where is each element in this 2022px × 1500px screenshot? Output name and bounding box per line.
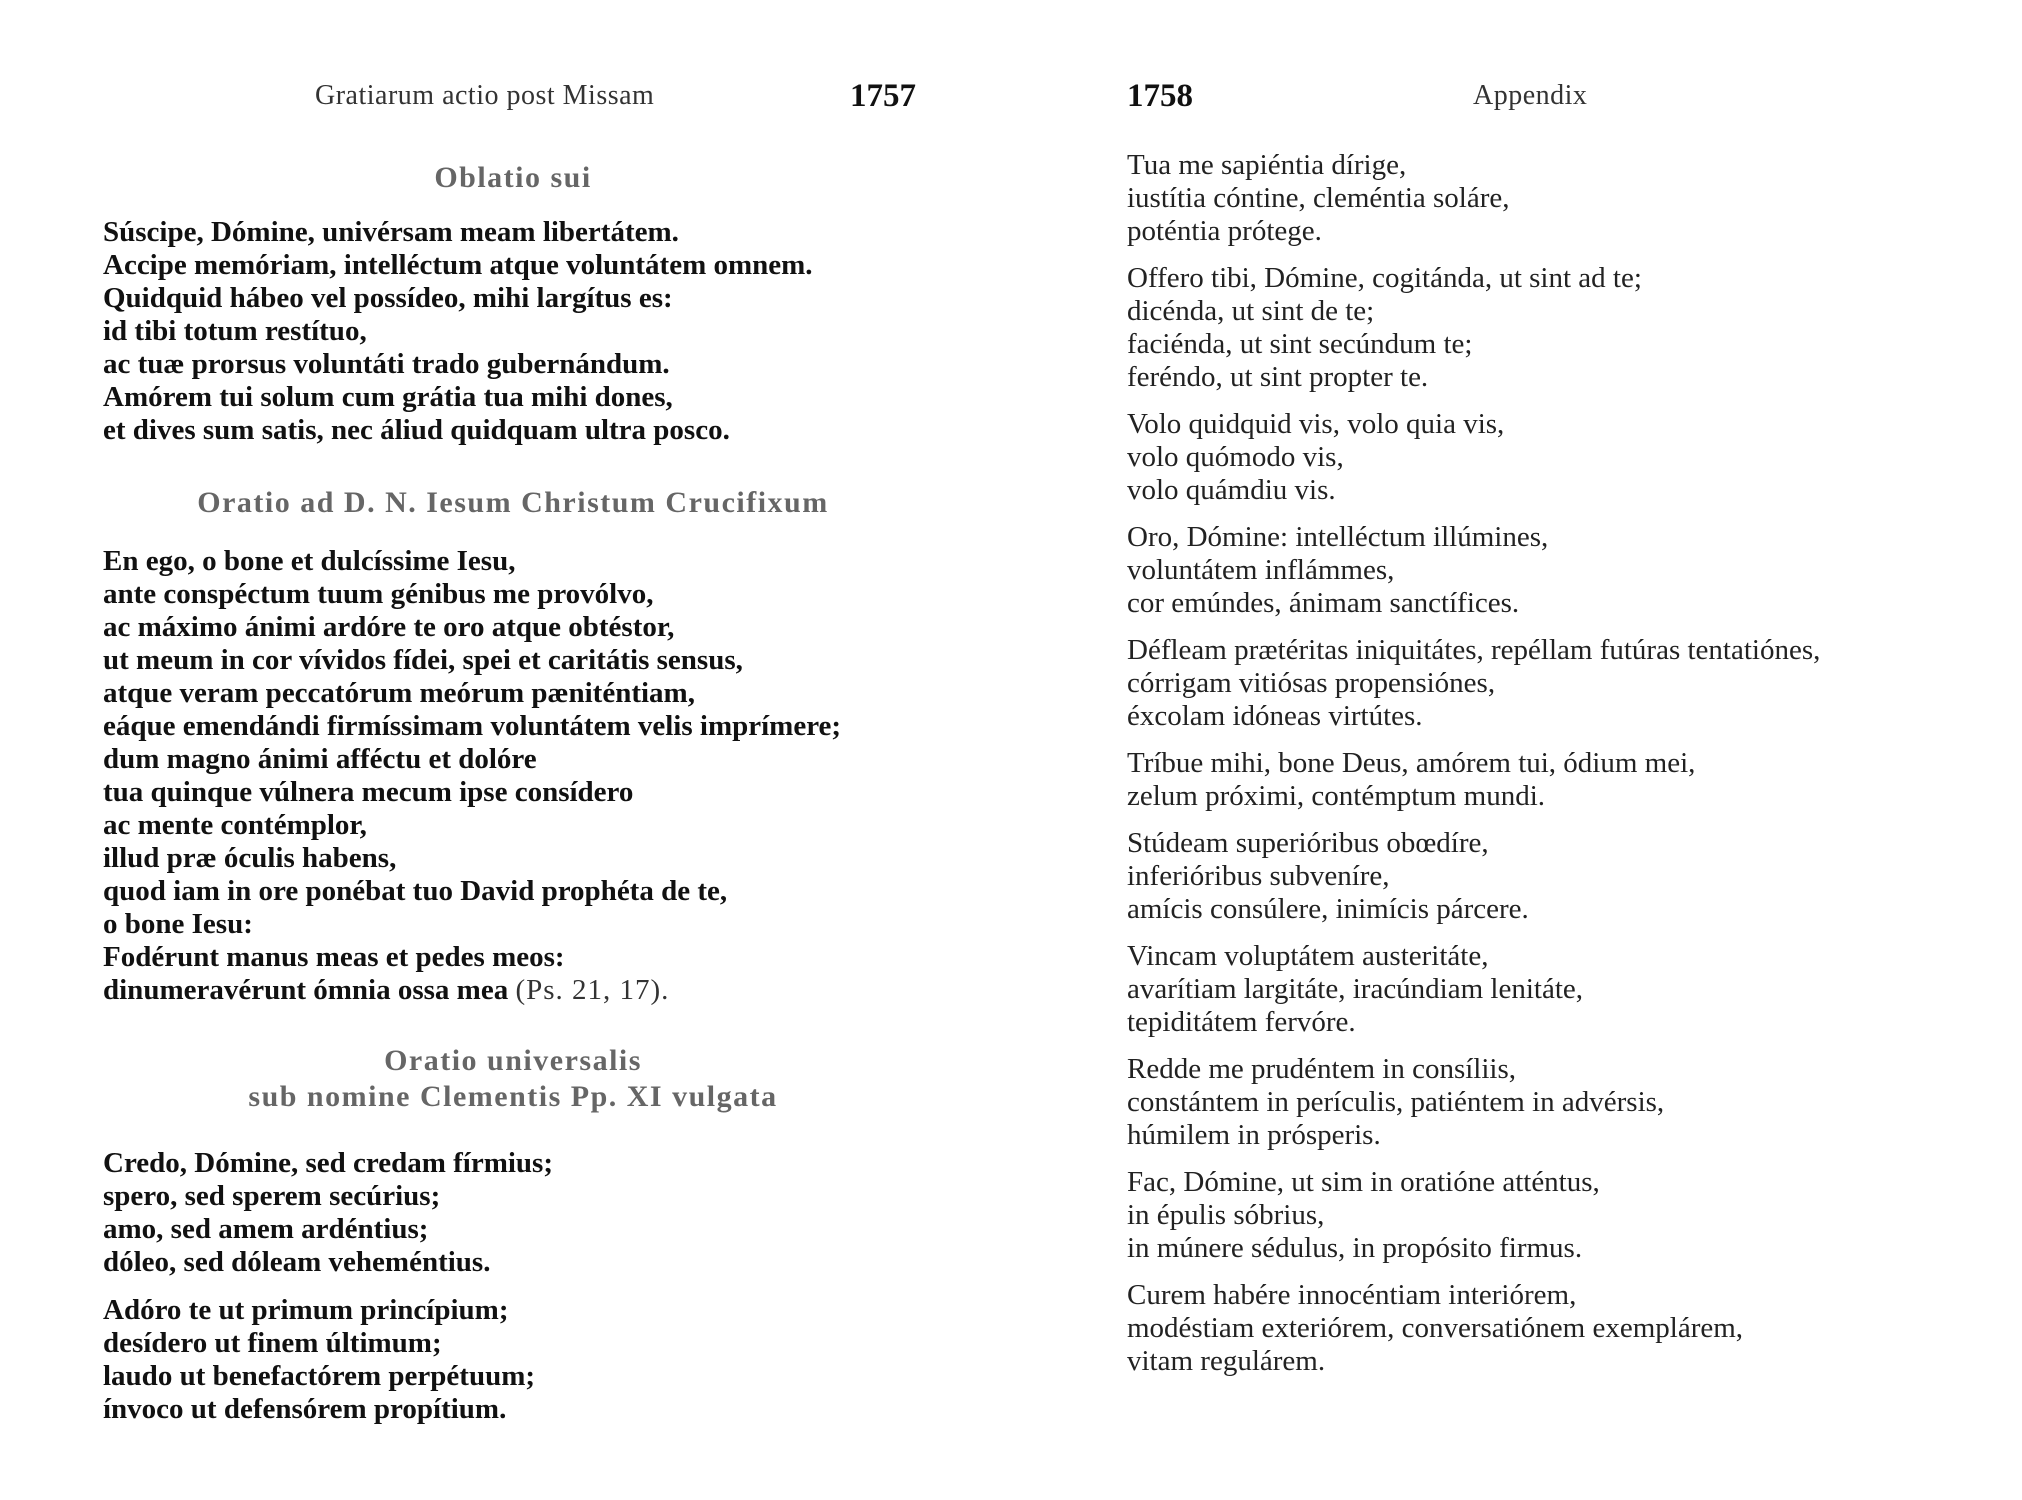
- verse-line: in múnere sédulus, in propósito firmus.: [1127, 1232, 1583, 1264]
- verse-line: spero, sed sperem secúrius;: [103, 1180, 441, 1212]
- stanza: [1127, 1053, 2007, 1152]
- verse-line: Accipe memóriam, intelléctum atque voluntátem omnem.: [103, 249, 813, 281]
- verse-line: laudo ut benefactórem perpétuum;: [103, 1360, 536, 1392]
- stanza: [103, 216, 923, 447]
- verse-line: voluntátem inflámmes,: [1127, 554, 1395, 586]
- verse-line: zelum próximi, contémptum mundi.: [1127, 780, 1546, 812]
- verse-line: ac tuæ prorsus voluntáti trado gubernándum.: [103, 348, 670, 380]
- verse-line: Fodérunt manus meas et pedes meos:: [103, 941, 565, 973]
- stanza: [103, 545, 923, 1007]
- verse-line: faciénda, ut sint secúndum te;: [1127, 328, 1473, 360]
- verse-line: cor emúndes, ánimam sanctífices.: [1127, 587, 1520, 619]
- verse-line: iustítia cóntine, cleméntia soláre,: [1127, 182, 1510, 214]
- verse-line: tua quinque vúlnera mecum ipse consídero: [103, 776, 634, 808]
- verse-line: Redde me prudéntem in consíliis,: [1127, 1053, 1517, 1085]
- verse-line: constántem in perículis, patiéntem in advérsis,: [1127, 1086, 1665, 1118]
- right-column: [1127, 149, 2007, 1378]
- verse-line: éxcolam idóneas virtútes.: [1127, 700, 1423, 732]
- verse-line: ac máximo ánimi ardóre te oro atque obtéstor,: [103, 611, 675, 643]
- verse-line: o bone Iesu:: [103, 908, 253, 940]
- stanza: [1127, 408, 2007, 507]
- verse-line: córrigam vitiósas propensiónes,: [1127, 667, 1496, 699]
- stanza: [103, 1147, 923, 1279]
- verse-line: dum magno ánimi afféctu et dolóre: [103, 743, 537, 775]
- stanza: [1127, 1279, 2007, 1378]
- verse-line: ac mente contémplor,: [103, 809, 367, 841]
- verse-line: húmilem in prósperis.: [1127, 1119, 1381, 1151]
- running-head-right: Appendix: [1473, 80, 1588, 111]
- verse-line: Curem habére innocéntiam interiórem,: [1127, 1279, 1577, 1311]
- section-title-line-2: sub nomine Clementis Pp. XI vulgata: [248, 1080, 778, 1113]
- stanza: [1127, 747, 2007, 813]
- verse-line: dicénda, ut sint de te;: [1127, 295, 1375, 327]
- section-oratio-crucifixum: [103, 485, 923, 1007]
- page-number-right: 1758: [1127, 78, 1193, 114]
- verse-line: poténtia prótege.: [1127, 215, 1322, 247]
- verse-line-with-reference: [103, 974, 923, 1007]
- verse-line: Vincam voluptátem austeritáte,: [1127, 940, 1489, 972]
- verse-line: avarítiam largitáte, iracúndiam lenitáte,: [1127, 973, 1584, 1005]
- verse-line: inferióribus subveníre,: [1127, 860, 1390, 892]
- verse-line: Défleam prætéritas iniquitátes, repéllam futúras tentatiónes,: [1127, 634, 1821, 666]
- verse-line: eáque emendándi firmíssimam voluntátem velis imprímere;: [103, 710, 842, 742]
- scripture-reference: (Ps. 21, 17).: [515, 974, 670, 1006]
- verse-line: Tua me sapiéntia dírige,: [1127, 149, 1407, 181]
- verse-line: id tibi totum restítuo,: [103, 315, 367, 347]
- stanza: [1127, 827, 2007, 926]
- verse-line: Volo quidquid vis, volo quia vis,: [1127, 408, 1505, 440]
- stanza: [1127, 634, 2007, 733]
- verse-line: amo, sed amem ardéntius;: [103, 1213, 429, 1245]
- verse-line: Offero tibi, Dómine, cogitánda, ut sint ad te;: [1127, 262, 1642, 294]
- verse-line: amícis consúlere, inimícis párcere.: [1127, 893, 1529, 925]
- verse-line: Stúdeam superióribus obœdíre,: [1127, 827, 1489, 859]
- verse-line: dóleo, sed dóleam veheméntius.: [103, 1246, 491, 1278]
- verse-line: quod iam in ore ponébat tuo David prophéta de te,: [103, 875, 728, 907]
- stanza: [1127, 149, 2007, 248]
- verse-line: modéstiam exteriórem, conversatiónem exemplárem,: [1127, 1312, 1744, 1344]
- stanza: [103, 1294, 923, 1426]
- verse-line: ínvoco ut defensórem propítium.: [103, 1393, 507, 1425]
- stanza: [1127, 262, 2007, 394]
- verse-line: Amórem tui solum cum grátia tua mihi dones,: [103, 381, 673, 413]
- verse-line: Súscipe, Dómine, univérsam meam libertátem.: [103, 216, 679, 248]
- verse-line: atque veram peccatórum meórum pæniténtiam,: [103, 677, 695, 709]
- verse-text: dinumeravérunt ómnia ossa mea: [103, 974, 509, 1006]
- verse-line: et dives sum satis, nec áliud quidquam ultra posco.: [103, 414, 730, 446]
- section-oratio-universalis: [103, 1043, 923, 1426]
- stanza: [1127, 521, 2007, 620]
- section-oblatio-sui: [103, 160, 923, 447]
- verse-line: in épulis sóbrius,: [1127, 1199, 1325, 1231]
- verse-line: tepiditátem fervóre.: [1127, 1006, 1356, 1038]
- verse-line: Tríbue mihi, bone Deus, amórem tui, ódium mei,: [1127, 747, 1696, 779]
- verse-line: Credo, Dómine, sed credam fírmius;: [103, 1147, 553, 1179]
- running-head-left: Gratiarum actio post Missam: [315, 80, 655, 111]
- verse-line: Quidquid hábeo vel possídeo, mihi largítus es:: [103, 282, 673, 314]
- right-page: [1011, 0, 2022, 1500]
- verse-line: En ego, o bone et dulcíssime Iesu,: [103, 545, 516, 577]
- verse-line: Adóro te ut primum princípium;: [103, 1294, 509, 1326]
- verse-line: ut meum in cor vívidos fídei, spei et caritátis sensus,: [103, 644, 743, 676]
- verse-line: Oro, Dómine: intelléctum illúmines,: [1127, 521, 1549, 553]
- section-title-line-1: Oratio universalis: [384, 1044, 642, 1077]
- verse-line: ante conspéctum tuum génibus me provólvo,: [103, 578, 654, 610]
- stanza: [1127, 940, 2007, 1039]
- page-number-left: 1757: [850, 78, 916, 114]
- verse-line: volo quámdiu vis.: [1127, 474, 1336, 506]
- verse-line: desídero ut finem últimum;: [103, 1327, 442, 1359]
- stanza: [1127, 1166, 2007, 1265]
- section-title: Oratio ad D. N. Iesum Christum Crucifixum: [197, 486, 829, 519]
- verse-line: volo quómodo vis,: [1127, 441, 1344, 473]
- verse-line: illud præ óculis habens,: [103, 842, 397, 874]
- verse-line: feréndo, ut sint propter te.: [1127, 361, 1429, 393]
- section-title: Oblatio sui: [434, 161, 592, 194]
- verse-line: vitam regulárem.: [1127, 1345, 1326, 1377]
- verse-line: Fac, Dómine, ut sim in oratióne atténtus,: [1127, 1166, 1600, 1198]
